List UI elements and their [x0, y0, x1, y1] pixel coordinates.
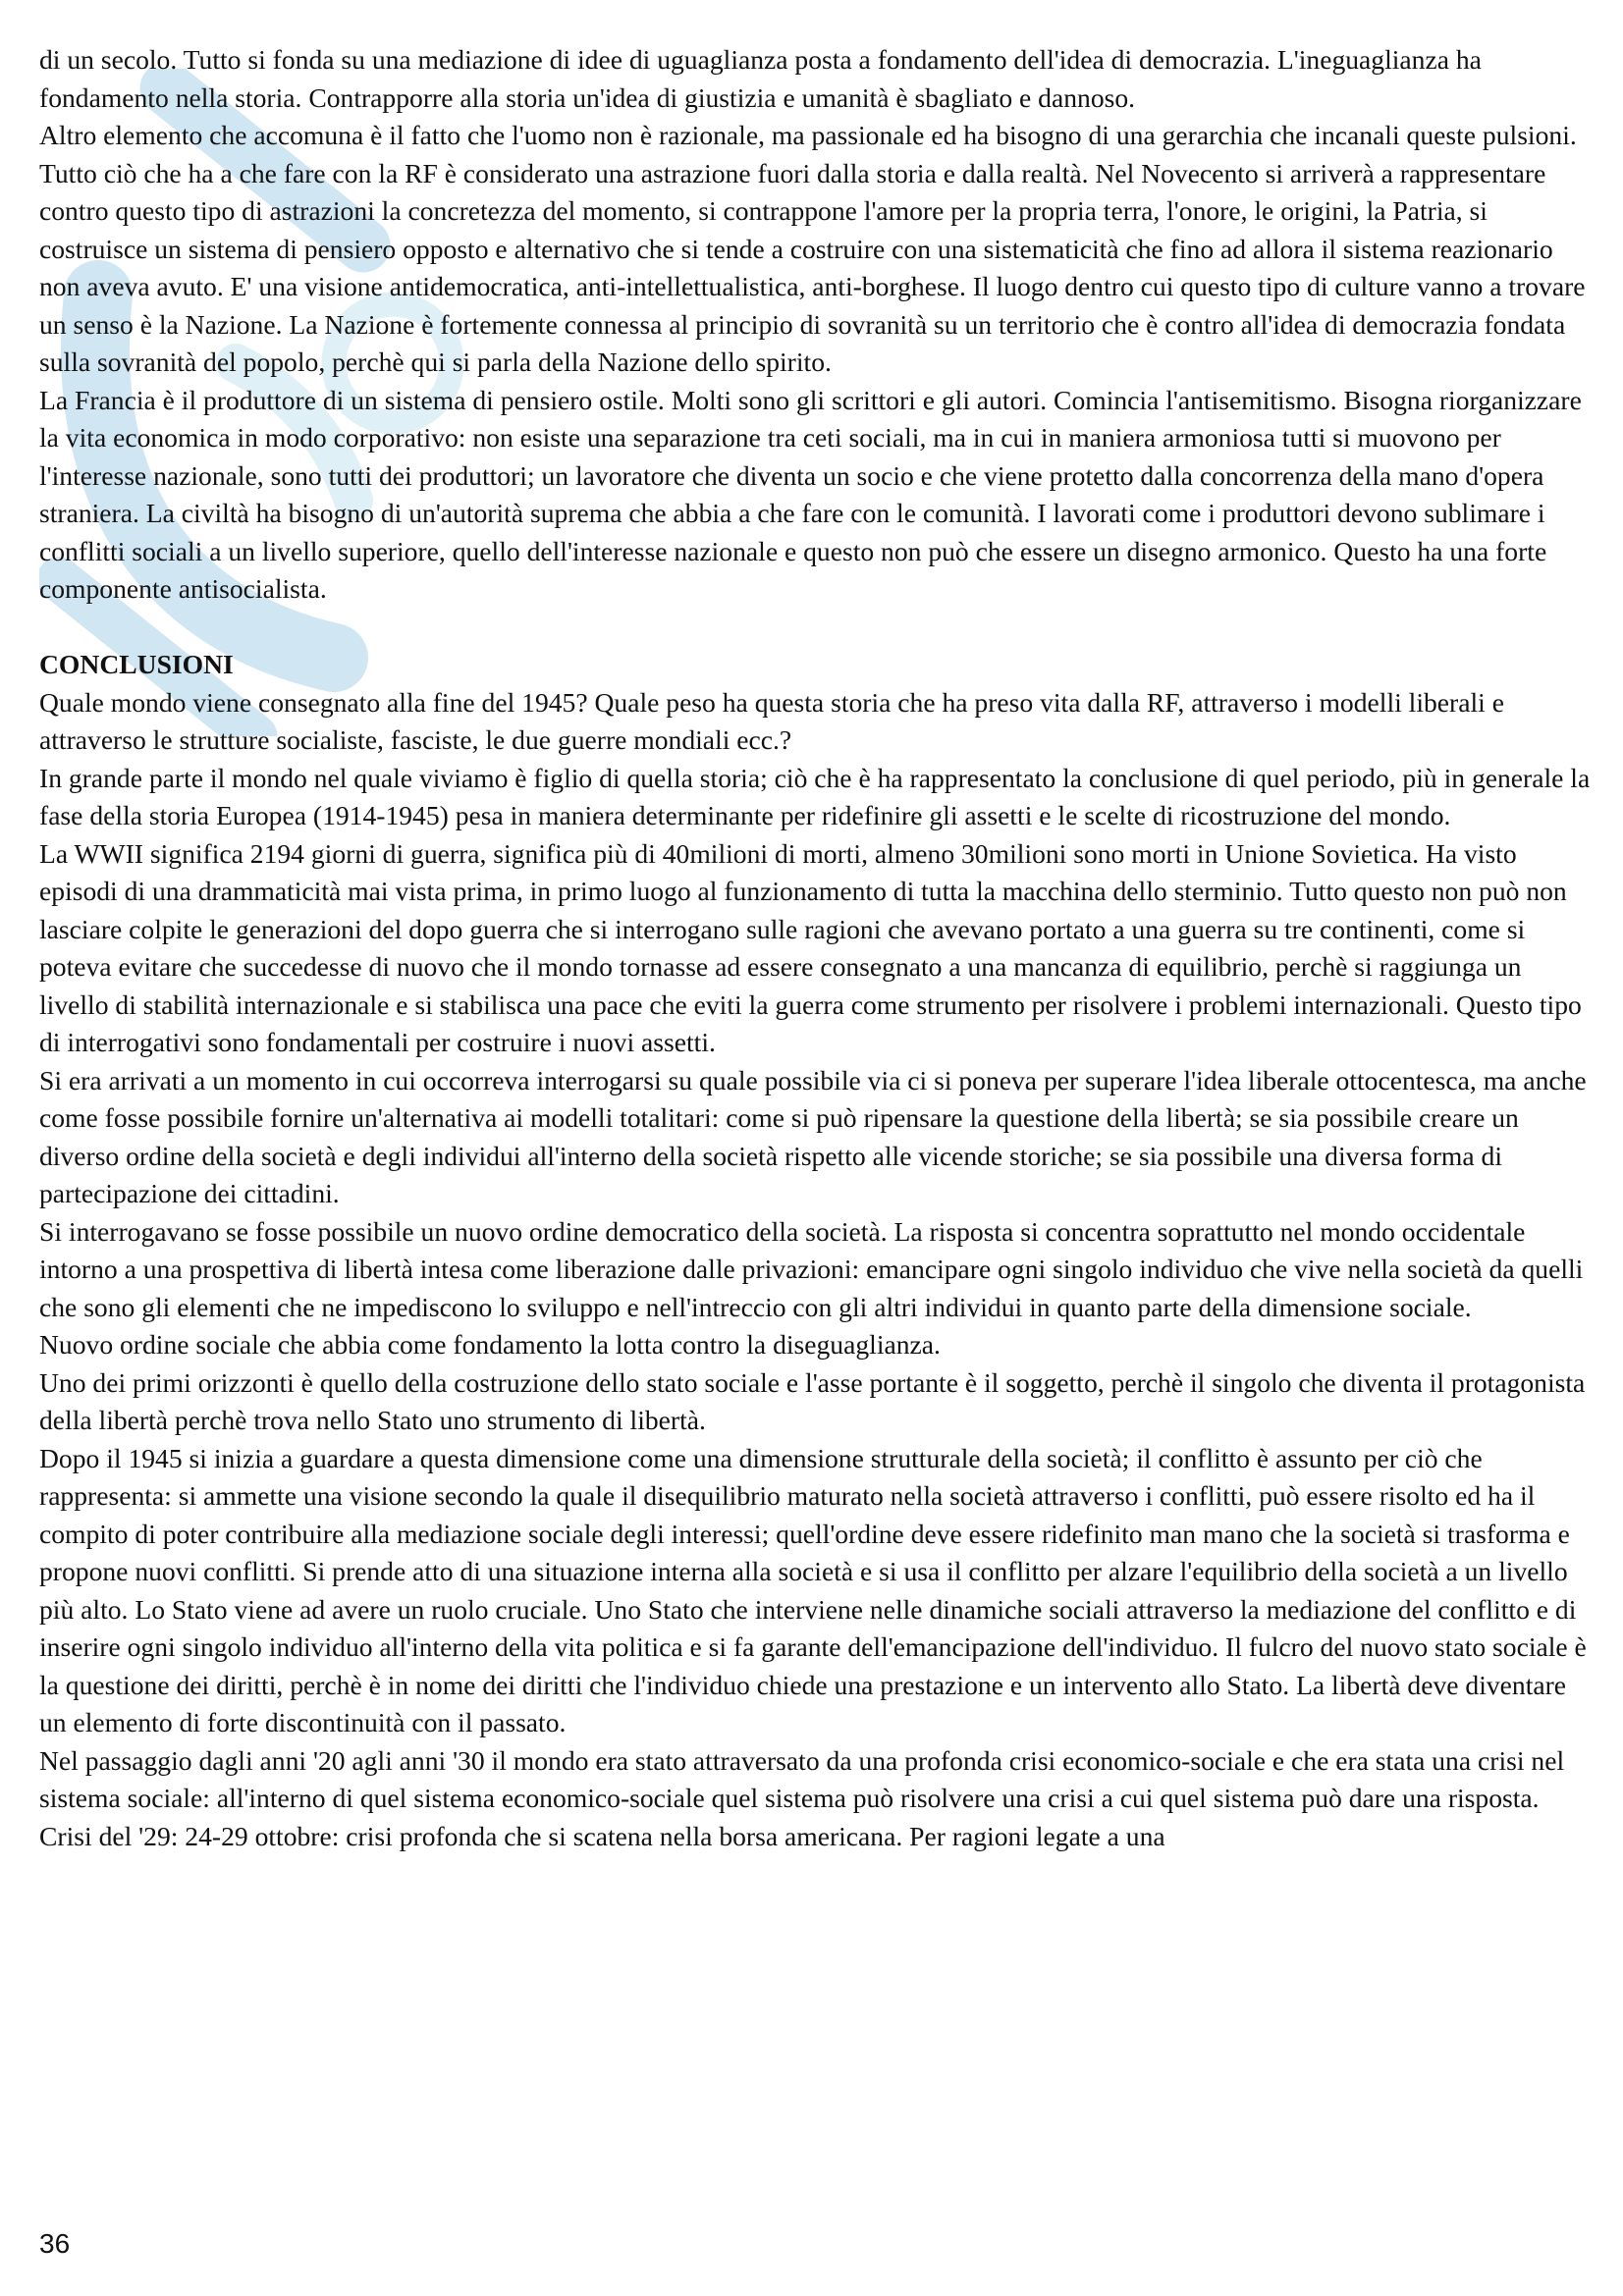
paragraph: La Francia è il produttore di un sistema di pensiero ostile. Molti sono gli scrittori e gli autori. Comincia l'antisemitismo. Bisogna riorganizzare la vita economica in modo corporativo: non esiste una separazione tra ceti sociali, ma in cui in maniera armoniosa tutti si muovono per l'interesse nazionale, sono tutti dei produttori; un lavoratore che diventa un socio e che viene protetto dalla concorrenza della mano d'opera straniera. La civiltà ha bisogno di un'autorità suprema che abbia a che fare con le comunità. I lavorati come i produttori devono sublimare i conflitti sociali a un livello superiore, quello dell'interesse nazionale e questo non può che essere un disegno armonico. Questo ha una forte componente antisocialista. [39, 384, 1582, 604]
document-body [39, 41, 1591, 1855]
paragraph: Altro elemento che accomuna è il fatto che l'uomo non è razionale, ma passionale ed ha bisogno di una gerarchia che incanali queste pulsioni. Tutto ciò che ha a che fare con la RF è considerato una astrazione fuori dalla storia e dalla realtà. Nel Novecento si arriverà a rappresentare contro questo tipo di astrazioni la concretezza del momento, si contrappone l'amore per la propria terra, l'onore, le origini, la Patria, si costruisce un sistema di pensiero opposto e alternativo che si tende a costruire con una sistematicità che fino ad allora il sistema reazionario non aveva avuto. E' una visione antidemocratica, anti-intellettualistica, anti-borghese. Il luogo dentro cui questo tipo di culture vanno a trovare un senso è la Nazione. La Nazione è fortemente connessa al principio di sovranità su un territorio che è contro all'idea di democrazia fondata sulla sovranità del popolo, perchè qui si parla della Nazione dello spirito. [39, 120, 1586, 377]
paragraph: Nuovo ordine sociale che abbia come fondamento la lotta contro la diseguaglianza. [39, 1329, 941, 1360]
paragraph: di un secolo. Tutto si fonda su una mediazione di idee di uguaglianza posta a fondamento dell'idea di democrazia. L'ineguaglianza ha fondamento nella storia. Contrapporre alla storia un'idea di giustizia e umanità è sbagliato e dannoso. [39, 44, 1482, 113]
paragraph: Uno dei primi orizzonti è quello della costruzione dello stato sociale e l'asse portante è il soggetto, perchè il singolo che diventa il protagonista della libertà perchè trova nello Stato uno strumento di libertà. [39, 1366, 1586, 1435]
paragraph: La WWII significa 2194 giorni di guerra, significa più di 40milioni di morti, almeno 30milioni sono morti in Unione Sovietica. Ha visto episodi di una drammaticità mai vista prima, in primo luogo al funzionamento di tutta la macchina dello sterminio. Tutto questo non può non lasciare colpite le generazioni del dopo guerra che si interrogano sulle ragioni che avevano portato a una guerra su tre continenti, come si poteva evitare che succedesse di nuovo che il mondo tornasse ad essere consegnato a una mancanza di equilibrio, perchè si raggiunga un livello di stabilità internazionale e si stabilisca una pace che eviti la guerra come strumento per risolvere i problemi internazionali. Questo tipo di interrogativi sono fondamentali per costruire i nuovi assetti. [39, 837, 1582, 1057]
section-heading: CONCLUSIONI [39, 649, 234, 679]
paragraph: Dopo il 1945 si inizia a guardare a questa dimensione come una dimensione strutturale della società; il conflitto è assunto per ciò che rappresenta: si ammette una visione secondo la quale il disequilibrio maturato nella società attraverso i conflitti, può essere risolto ed ha il compito di poter contribuire alla mediazione sociale degli interessi; quell'ordine deve essere ridefinito man mano che la società si trasforma e propone nuovi conflitti. Si prende atto di una situazione interna alla società e si usa il conflitto per alzare l'equilibrio della società a un livello più alto. Lo Stato viene ad avere un ruolo cruciale. Uno Stato che interviene nelle dinamiche sociali attraverso la mediazione del conflitto e di inserire ogni singolo individuo all'interno della vita politica e si fa garante dell'emancipazione dell'individuo. Il fulcro del nuovo stato sociale è la questione dei diritti, perchè è in nome dei diritti che l'individuo chiede una prestazione e un intervento allo Stato. La libertà deve diventare un elemento di forte discontinuità con il passato. [39, 1442, 1587, 1737]
paragraph: Crisi del '29: 24-29 ottobre: crisi profonda che si scatena nella borsa americana. Per ragioni legate a una [39, 1820, 1165, 1851]
paragraph: Si interrogavano se fosse possibile un nuovo ordine democratico della società. La risposta si concentra soprattutto nel mondo occidentale intorno a una prospettiva di libertà intesa come liberazione dalle privazioni: emancipare ogni singolo individuo che vive nella società da quelli che sono gli elementi che ne impediscono lo sviluppo e nell'intreccio con gli altri individui in quanto parte della dimensione sociale. [39, 1215, 1584, 1322]
page-number: 36 [39, 2228, 71, 2259]
paragraph: Si era arrivati a un momento in cui occorreva interrogarsi su quale possibile via ci si poneva per superare l'idea liberale ottocentesca, ma anche come fosse possibile fornire un'alternativa ai modelli totalitari: come si può ripensare la questione della libertà; se sia possibile creare un diverso ordine della società e degli individui all'interno della società rispetto alle vicende storiche; se sia possibile una diversa forma di partecipazione dei cittadini. [39, 1064, 1587, 1208]
paragraph-gap [39, 609, 1591, 647]
paragraph: Nel passaggio dagli anni '20 agli anni '30 il mondo era stato attraversato da una profonda crisi economico-sociale e che era stata una crisi nel sistema sociale: all'interno di quel sistema economico-sociale quel sistema può risolvere una crisi a cui quel sistema può dare una risposta. [39, 1744, 1565, 1813]
paragraph: Quale mondo viene consegnato alla fine del 1945? Quale peso ha questa storia che ha preso vita dalla RF, attraverso i modelli liberali e attraverso le strutture socialiste, fasciste, le due guerre mondiali ecc.? [39, 686, 1504, 755]
paragraph: In grande parte il mondo nel quale viviamo è figlio di quella storia; ciò che è ha rappresentato la conclusione di quel periodo, più in generale la fase della storia Europea (1914-1945) pesa in maniera determinante per ridefinire gli assetti e le scelte di ricostruzione del mondo. [39, 762, 1591, 830]
